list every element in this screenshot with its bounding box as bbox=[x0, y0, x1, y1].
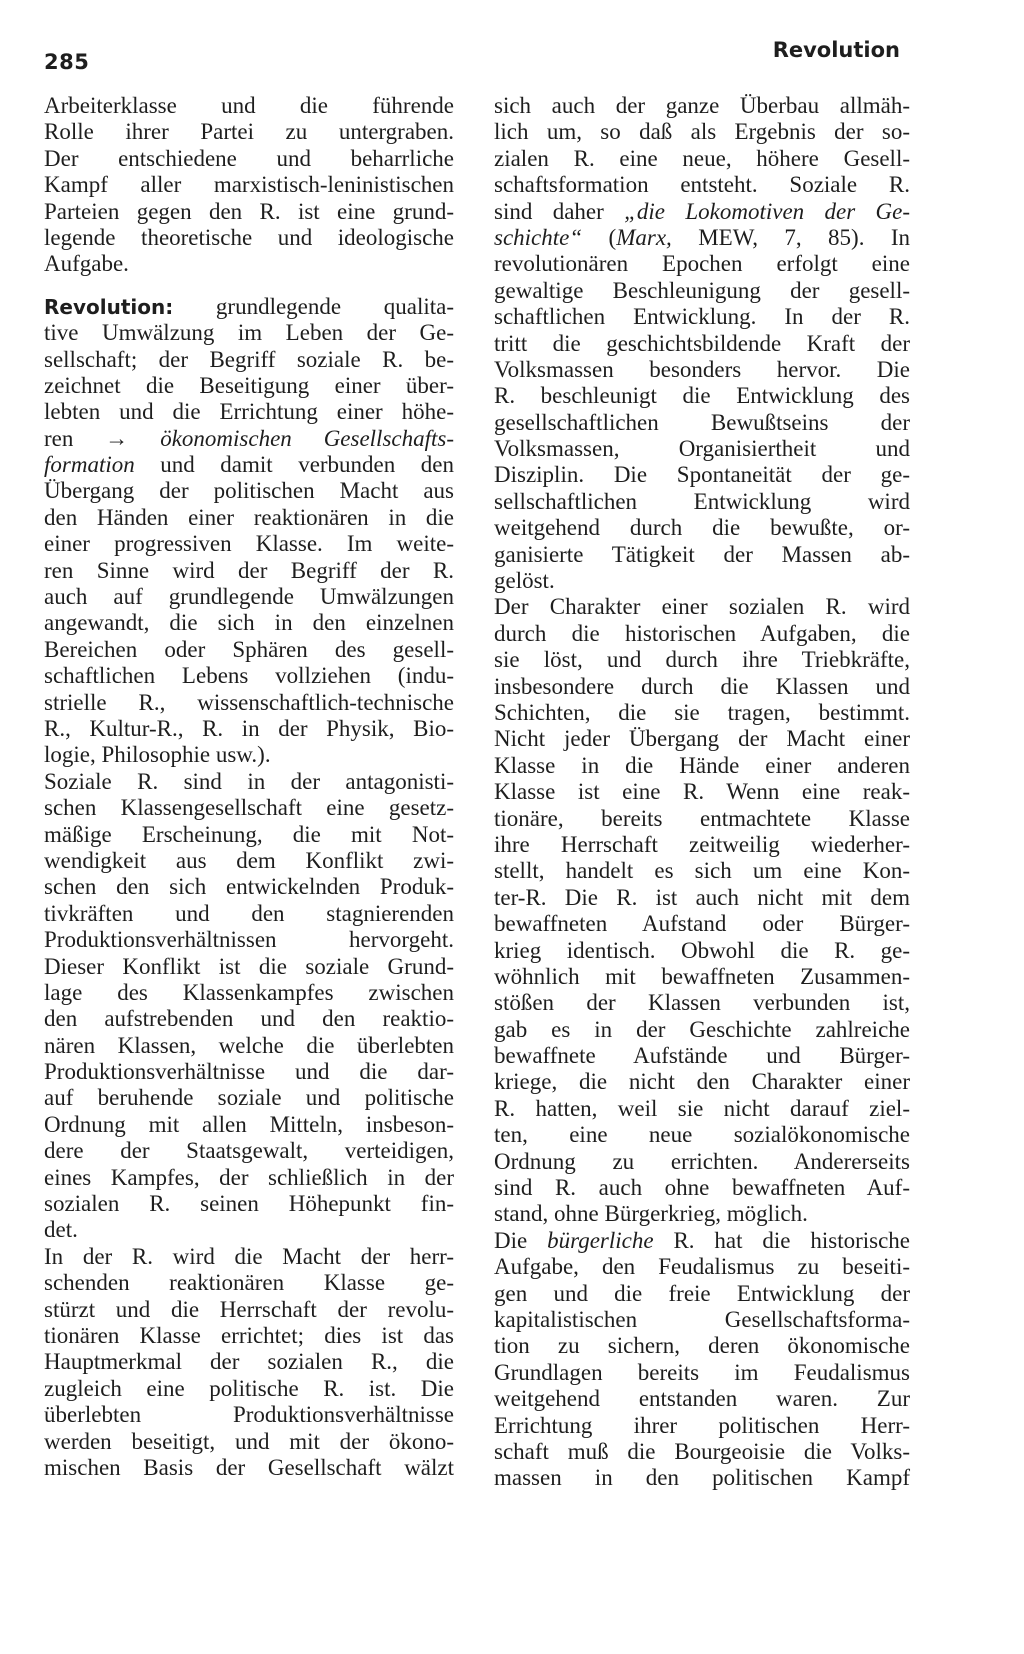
text-line: Ordnung zu errichten. Andererseits bbox=[494, 1148, 910, 1174]
text-line: Revolution: grundlegende qualita- bbox=[44, 293, 454, 319]
text-line: weitgehend durch die bewußte, or- bbox=[494, 515, 910, 541]
text-line: gesellschaftlichen Bewußtseins der bbox=[494, 409, 910, 435]
text-line: sich auch der ganze Überbau allmäh- bbox=[494, 93, 910, 118]
text-line: den Händen einer reaktionären in die bbox=[44, 504, 454, 530]
text-line: Der entschiedene und beharrliche bbox=[44, 145, 454, 171]
text-line: dere der Staatsgewalt, verteidigen, bbox=[44, 1138, 454, 1164]
text-line: lage des Klassenkampfes zwischen bbox=[44, 979, 454, 1005]
text-line: Produktionsverhältnissen hervorgeht. bbox=[44, 927, 454, 953]
text-line: Die bürgerliche R. hat die historische bbox=[494, 1227, 910, 1253]
text-line: Klasse in die Hände einer anderen bbox=[494, 752, 910, 778]
text-line: Kampf aller marxistisch-leninistischen bbox=[44, 172, 454, 198]
text-line: R., Kultur-R., R. in der Physik, Bio- bbox=[44, 715, 454, 741]
paragraph bbox=[44, 769, 454, 1244]
text-line: eines Kampfes, der schließlich in der bbox=[44, 1164, 454, 1190]
text-line: Dieser Konflikt ist die soziale Grund- bbox=[44, 953, 454, 979]
text-line: Hauptmerkmal der sozialen R., die bbox=[44, 1349, 454, 1375]
paragraph bbox=[494, 1228, 910, 1492]
page-number: 285 bbox=[44, 50, 90, 74]
text-line: den aufstrebenden und den reaktio- bbox=[44, 1006, 454, 1032]
text-line: gab es in der Geschichte zahlreiche bbox=[494, 1016, 910, 1042]
text-line: massen in den politischen Kampf bbox=[494, 1465, 910, 1491]
text-line: kriege, die nicht den Charakter einer bbox=[494, 1069, 910, 1095]
text-line: ren → ökonomischen Gesellschafts- bbox=[44, 425, 454, 451]
left-column bbox=[44, 93, 454, 1481]
text-line: In der R. wird die Macht der herr- bbox=[44, 1243, 454, 1269]
right-column bbox=[494, 93, 910, 1492]
text-line: formation und damit verbunden den bbox=[44, 452, 454, 478]
text-line: tionäre, bereits entmachtete Klasse bbox=[494, 805, 910, 831]
text-line: Disziplin. Die Spontaneität der ge- bbox=[494, 462, 910, 488]
text-line: auf beruhende soziale und politische bbox=[44, 1085, 454, 1111]
entry-revolution bbox=[44, 294, 454, 769]
quotation: schichte“ bbox=[494, 224, 583, 250]
text-line: Rolle ihrer Partei zu untergraben. bbox=[44, 119, 454, 145]
text-line: Produktionsverhältnisse und die dar- bbox=[44, 1059, 454, 1085]
text-line: sie löst, und durch ihre Triebkräfte, bbox=[494, 647, 910, 673]
text-line: sind daher „die Lokomotiven der Ge- bbox=[494, 198, 910, 224]
text-line: insbesondere durch die Klassen und bbox=[494, 673, 910, 699]
text-line: sellschaft; der Begriff soziale R. be- bbox=[44, 346, 454, 372]
text-line: Soziale R. sind in der antagonisti- bbox=[44, 768, 454, 794]
text-line: Ordnung mit allen Mitteln, insbeson- bbox=[44, 1111, 454, 1137]
text-line: strielle R., wissenschaftlich-technische bbox=[44, 689, 454, 715]
text-line: R. hatten, weil sie nicht darauf ziel- bbox=[494, 1095, 910, 1121]
text-line: Nicht jeder Übergang der Macht einer bbox=[494, 726, 910, 752]
text-line: Volksmassen besonders hervor. Die bbox=[494, 356, 910, 382]
text-line: revolutionären Epochen erfolgt eine bbox=[494, 251, 910, 277]
text-line: bewaffneten Aufstand oder Bürger- bbox=[494, 911, 910, 937]
text-line: schichte“ (Marx, MEW, 7, 85). In bbox=[494, 224, 911, 250]
text-line: sozialen R. seinen Höhepunkt fin- bbox=[44, 1191, 454, 1217]
text-line: sind R. auch ohne bewaffneten Auf- bbox=[494, 1175, 910, 1201]
text-line: Aufgabe, den Feudalismus zu beseiti- bbox=[494, 1254, 910, 1280]
text-line: bewaffnete Aufstände und Bürger- bbox=[494, 1043, 910, 1069]
text-line: zialen R. eine neue, höhere Gesell- bbox=[494, 145, 910, 171]
text-line: kapitalistischen Gesellschaftsforma- bbox=[494, 1306, 910, 1332]
text-line: Parteien gegen den R. ist eine grund- bbox=[44, 198, 454, 224]
text-line: sellschaftlichen Entwicklung wird bbox=[494, 488, 910, 514]
text-line: weitgehend entstanden waren. Zur bbox=[494, 1386, 910, 1412]
paragraph-continuation bbox=[44, 93, 454, 278]
citation-author: Marx, bbox=[616, 224, 672, 250]
text-line: Bereichen oder Sphären des gesell- bbox=[44, 636, 454, 662]
text-line: tivkräften und den stagnierenden bbox=[44, 900, 454, 926]
text-line: ihre Herrschaft zeitweilig wiederher- bbox=[494, 831, 910, 857]
running-head: Revolution bbox=[772, 38, 900, 62]
text-line: gelöst. bbox=[494, 568, 555, 594]
text-line: Aufgabe. bbox=[44, 251, 129, 277]
text-line: Der Charakter einer sozialen R. wird bbox=[494, 594, 910, 620]
text-line: det. bbox=[44, 1217, 78, 1243]
quotation: „die Lokomotiven der Ge- bbox=[624, 198, 910, 224]
text-line: R. beschleunigt die Entwicklung des bbox=[494, 383, 910, 409]
text-line: ren Sinne wird der Begriff der R. bbox=[44, 557, 454, 583]
text-line: angewandt, die sich in den einzelnen bbox=[44, 610, 454, 636]
text-line: ganisierte Tätigkeit der Massen ab- bbox=[494, 541, 910, 567]
text-line: stellt, handelt es sich um eine Kon- bbox=[494, 858, 910, 884]
text-line: schaftlichen Lebens vollziehen (indu- bbox=[44, 663, 454, 689]
text-line: nären Klassen, welche die überlebten bbox=[44, 1032, 454, 1058]
text-line: tionären Klasse errichtet; dies ist das bbox=[44, 1322, 454, 1348]
text-line: stößen der Klassen verbunden ist, bbox=[494, 990, 910, 1016]
text-line: überlebten Produktionsverhältnisse bbox=[44, 1402, 454, 1428]
text-line: schenden reaktionären Klasse ge- bbox=[44, 1270, 454, 1296]
text-line: stürzt und die Herrschaft der revolu- bbox=[44, 1296, 454, 1322]
text-line: lich um, so daß als Ergebnis der so- bbox=[494, 119, 910, 145]
text-line: Übergang der politischen Macht aus bbox=[44, 478, 454, 504]
text-line: legende theoretische und ideologische bbox=[44, 224, 454, 250]
paragraph bbox=[44, 1244, 454, 1482]
text-line: lebten und die Errichtung einer höhe- bbox=[44, 399, 454, 425]
text-line: Volksmassen, Organisiertheit und bbox=[494, 436, 910, 462]
emphasis: bürgerliche bbox=[547, 1227, 654, 1253]
text-line: schen Klassengesellschaft eine gesetz- bbox=[44, 795, 454, 821]
text-line: tive Umwälzung im Leben der Ge- bbox=[44, 320, 454, 346]
text-line: Klasse ist eine R. Wenn eine reak- bbox=[494, 779, 910, 805]
text-line: ter-R. Die R. ist auch nicht mit dem bbox=[494, 884, 910, 910]
text-line: Arbeiterklasse und die führende bbox=[44, 93, 454, 118]
text-line: zeichnet die Beseitigung einer über- bbox=[44, 372, 454, 398]
text-line: logie, Philosophie usw.). bbox=[44, 742, 271, 768]
text-line: Errichtung ihrer politischen Herr- bbox=[494, 1412, 910, 1438]
text-line: durch die historischen Aufgaben, die bbox=[494, 620, 910, 646]
text-line: ten, eine neue sozialökonomische bbox=[494, 1122, 910, 1148]
text-line: Schichten, die sie tragen, bestimmt. bbox=[494, 699, 910, 725]
text-line: schaftsformation entsteht. Soziale R. bbox=[494, 172, 910, 198]
cross-reference-link[interactable]: ökonomischen Gesellschafts- bbox=[160, 425, 454, 451]
entry-headword: Revolution: bbox=[44, 294, 174, 319]
text-line: auch auf grundlegende Umwälzungen bbox=[44, 584, 454, 610]
text-line: krieg identisch. Obwohl die R. ge- bbox=[494, 937, 910, 963]
text-line: zugleich eine politische R. ist. Die bbox=[44, 1375, 454, 1401]
text-line: schen den sich entwickelnden Produk- bbox=[44, 874, 454, 900]
text-line: schaft muß die Bourgeoisie die Volks- bbox=[494, 1438, 910, 1464]
text-line: gewaltige Beschleunigung der gesell- bbox=[494, 277, 910, 303]
text-line: stand, ohne Bürgerkrieg, möglich. bbox=[494, 1201, 808, 1227]
paragraph bbox=[494, 594, 910, 1227]
text-line: einer progressiven Klasse. Im weite- bbox=[44, 531, 454, 557]
text-line: mischen Basis der Gesellschaft wälzt bbox=[44, 1454, 454, 1480]
paragraph bbox=[494, 93, 910, 594]
text-line: werden beseitigt, und mit der ökono- bbox=[44, 1428, 454, 1454]
text-line: Grundlagen bereits im Feudalismus bbox=[494, 1359, 910, 1385]
text-line: tion zu sichern, deren ökonomische bbox=[494, 1333, 910, 1359]
text-line: gen und die freie Entwicklung der bbox=[494, 1280, 910, 1306]
text-line: wöhnlich mit bewaffneten Zusammen- bbox=[494, 963, 910, 989]
text-line: tritt die geschichtsbildende Kraft der bbox=[494, 330, 910, 356]
text-line: wendigkeit aus dem Konflikt zwi- bbox=[44, 847, 454, 873]
text-line: schaftlichen Entwicklung. In der R. bbox=[494, 304, 910, 330]
text-line: mäßige Erscheinung, die mit Not- bbox=[44, 821, 454, 847]
cross-reference-link[interactable]: formation bbox=[44, 452, 135, 478]
